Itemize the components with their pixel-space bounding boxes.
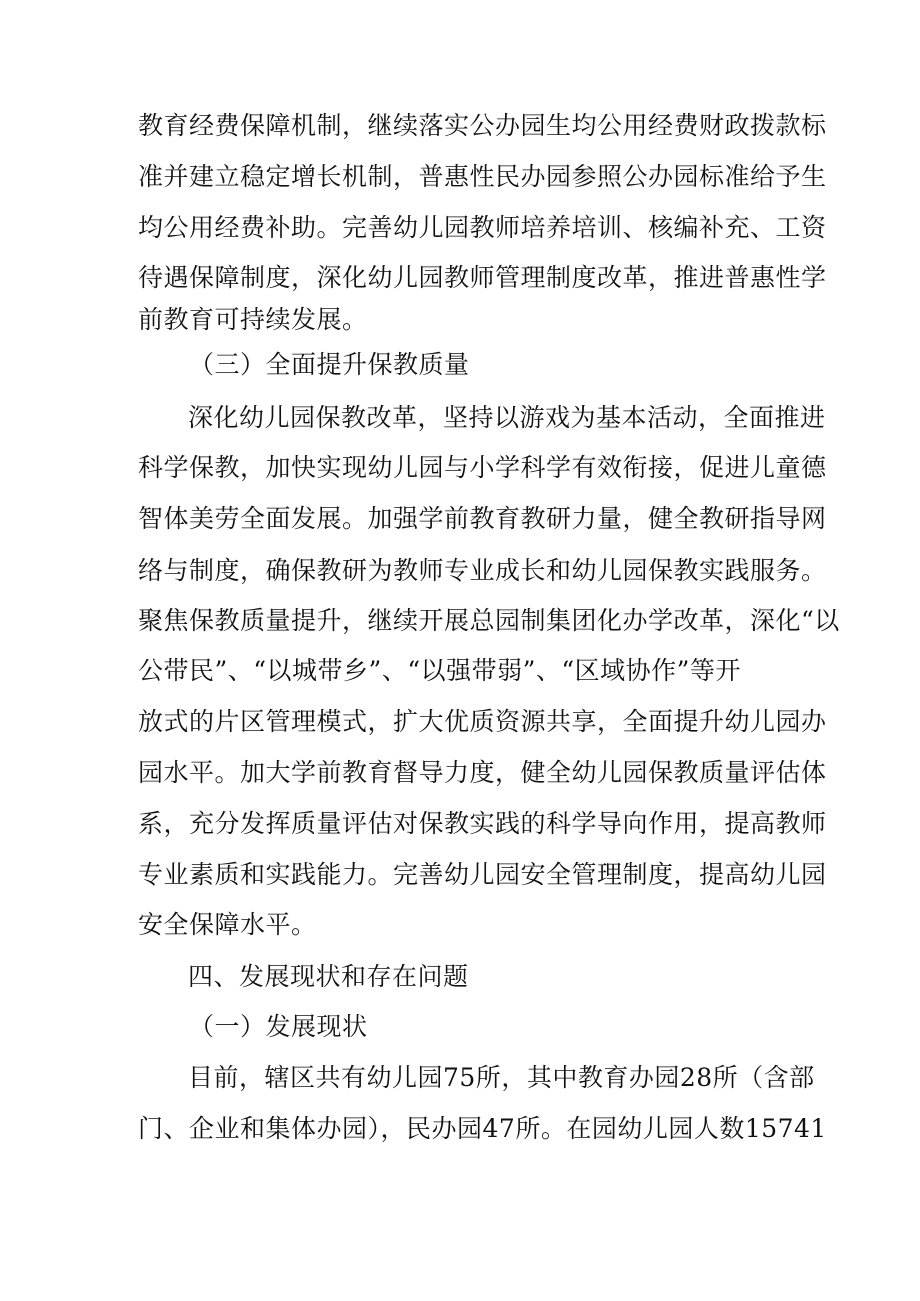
paragraph-line-7: 科学保教，加快实现幼儿园与小学科学有效衔接，促进儿童德 <box>138 453 827 482</box>
paragraph-line-9: 络与制度，确保教研为教师专业成长和幼儿园保教实践服务。 <box>138 556 827 585</box>
paragraph-line-2: 准并建立稳定增长机制，普惠性民办园参照公办园标准给予生 <box>138 162 827 191</box>
paragraph-line-17: 目前，辖区共有幼儿园75所，其中教育办园28所（含部 <box>188 1063 815 1092</box>
paragraph-line-16: 安全保障水平。 <box>138 910 317 939</box>
paragraph-line-11: 公带民”、“以城带乡”、“以强带弱”、“区域协作”等开 <box>138 656 741 685</box>
section-heading-4: 四、发展现状和存在问题 <box>188 962 469 991</box>
paragraph-line-1: 教育经费保障机制，继续落实公办园生均公用经费财政拨款标 <box>138 111 827 140</box>
paragraph-line-4: 待遇保障制度，深化幼儿园教师管理制度改革，推进普惠性学 <box>138 263 827 292</box>
paragraph-line-3: 均公用经费补助。完善幼儿园教师培养培训、核编补充、工资 <box>138 213 827 242</box>
subsection-heading-1: （一）发展现状 <box>189 1012 368 1041</box>
paragraph-line-12: 放式的片区管理模式，扩大优质资源共享，全面提升幼儿园办 <box>138 707 827 736</box>
paragraph-line-15: 专业素质和实践能力。完善幼儿园安全管理制度，提高幼儿园 <box>138 860 827 889</box>
paragraph-line-8: 智体美劳全面发展。加强学前教育教研力量，健全教研指导网 <box>138 504 827 533</box>
paragraph-line-10: 聚焦保教质量提升，继续开展总园制集团化办学改革，深化“以 <box>138 606 840 635</box>
paragraph-line-5: 前教育可持续发展。 <box>138 305 368 334</box>
paragraph-line-18: 门、企业和集体办园），民办园47所。在园幼儿园人数15741 <box>138 1114 827 1143</box>
section-heading-3: （三）全面提升保教质量 <box>189 350 470 379</box>
paragraph-line-6: 深化幼儿园保教改革，坚持以游戏为基本活动，全面推进 <box>188 403 826 432</box>
paragraph-line-14: 系，充分发挥质量评估对保教实践的科学导向作用，提高教师 <box>138 809 827 838</box>
paragraph-line-13: 园水平。加大学前教育督导力度，健全幼儿园保教质量评估体 <box>138 758 827 787</box>
